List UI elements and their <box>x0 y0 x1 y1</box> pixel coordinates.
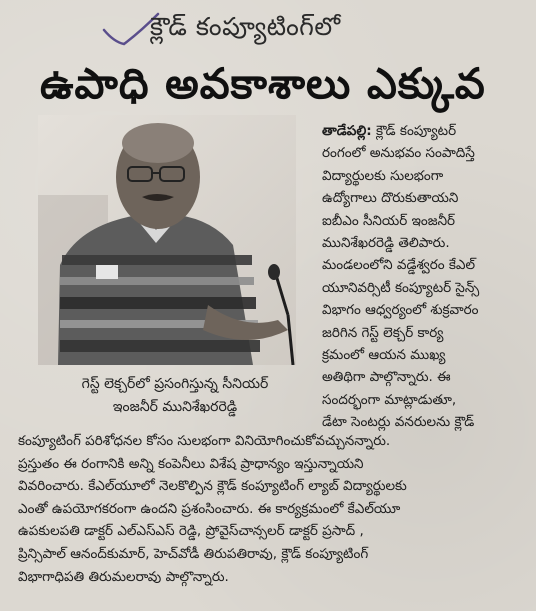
column-line: జరిగిన గెస్ట్ లెక్చర్ కార్య <box>322 324 444 341</box>
column-line: ఉద్యోగాలు దొరుకుతాయని <box>322 190 459 207</box>
column-line: మండలంలోని వడ్డేశ్వరం కేఎల్ <box>322 257 476 274</box>
body-line: వివరించారు. కేఎల్‌యూలో నెలకొల్పిన క్లౌడ్ కంప్యూటింగ్ ల్యాబ్ విద్యార్థులకు <box>18 478 407 495</box>
body-line: ఎంతో ఉపయోగకరంగా ఉందని ప్రశంసించారు. ఈ కార్యక్రమంలో కేఎల్‌యూ <box>18 500 401 517</box>
column-line: క్రమంలో ఆయన ముఖ్య <box>322 347 446 364</box>
body-line: విభాగాధిపతి తిరుమలరావు పాల్గొన్నారు. <box>18 568 229 585</box>
body-line: ప్రస్తుతం ఈ రంగానికి అన్ని కంపెనీలు విశేష ప్రాధాన్యం ఇస్తున్నాయని <box>18 455 364 472</box>
column-line: సందర్భంగా మాట్లాడుతూ, <box>322 391 457 408</box>
article-body-full-width <box>18 430 528 588</box>
body-line: ప్రిన్సిపాల్ ఆనంద్‌కుమార్, హెచ్‌వోడీ తిరుపతిరావు, క్లౌడ్ కంప్యూటింగ్ <box>18 545 369 562</box>
speaker-photo <box>38 115 296 365</box>
body-line: కంప్యూటింగ్ పరిశోధనల కోసం సులభంగా వినియోగించుకోవచ్చునన్నారు. <box>18 433 391 449</box>
column-line: ఐబీఎం సీనియర్ ఇంజనీర్ <box>322 212 456 229</box>
body-line: ఉపకులపతి డాక్టర్ ఎల్ఎస్ఎస్ రెడ్డి, ప్రోవైస్‌చాన్సలర్ డాక్టర్ ప్రసాద్ , <box>18 523 364 540</box>
column-line: అతిథిగా పాల్గొన్నారు. ఈ <box>322 369 451 386</box>
column-line: విభాగం ఆధ్వర్యంలో శుక్రవారం <box>322 302 479 319</box>
article-kicker: క్లౌడ్ కంప్యూటింగ్‌లో <box>150 12 341 41</box>
article-column <box>322 120 527 434</box>
column-line: మునిశేఖరరెడ్డి తెలిపారు. <box>322 235 450 252</box>
caption-line: ఇంజనీర్ మునిశేఖరరెడ్డి <box>112 399 238 415</box>
column-line-1: తాడేపల్లి: క్లౌడ్ కంప్యూటర్ <box>322 123 457 139</box>
dateline: తాడేపల్లి: <box>322 123 372 139</box>
article-headline: ఉపాధి అవకాశాలు ఎక్కువ <box>40 59 486 108</box>
column-line: డేటా సెంటర్లు వనరులను క్లౌడ్ <box>322 414 475 431</box>
column-line: విద్యార్థులకు సులభంగా <box>322 167 444 184</box>
photo-caption <box>40 373 310 419</box>
caption-line: గెస్ట్ లెక్చర్‌లో ప్రసంగిస్తున్న సీనియర్ <box>81 376 269 392</box>
column-line: యూనివర్సిటీ కంప్యూటర్ సైన్స్ <box>322 279 480 296</box>
column-line: రంగంలో అనుభవం సంపాదిస్తే <box>322 145 475 162</box>
